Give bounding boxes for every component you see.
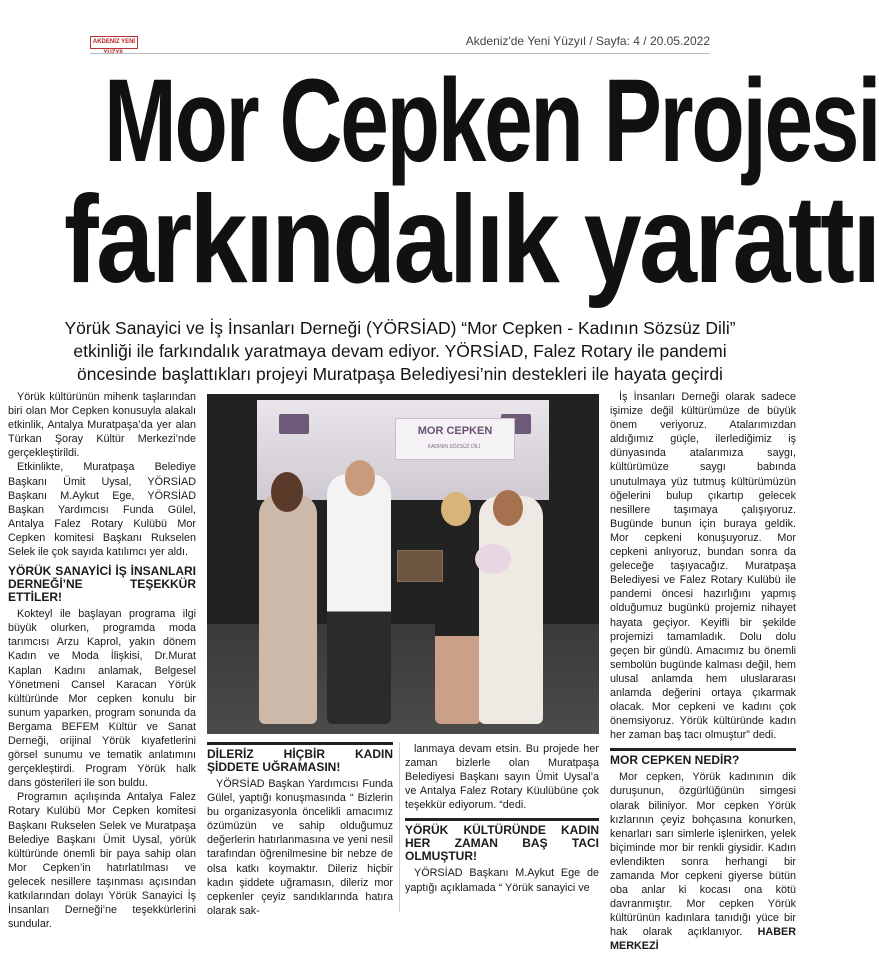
subheading: DİLERİZ HİÇBİR KADIN ŞİDDETE UĞRAMASIN!	[207, 742, 393, 774]
person-head	[345, 460, 375, 496]
article-column-2	[207, 742, 393, 918]
screen-title: MOR CEPKEN	[395, 418, 515, 460]
paragraph: Yörük kültürünün mihenk taşlarından biri olan Mor Cepken konusuyla alakalı etkinlik, Antalya Muratpaşa’da yer alan Türkan Şoray Kültür Merkezi’nde gerçekleştirildi.	[8, 391, 196, 460]
subheading: YÖRÜK SANAYİCİ İŞ İNSANLARI DERNEĞİ’NE TEŞEKKÜR ETTİLER!	[8, 564, 196, 605]
paragraph: lanmaya devam etsin. Bu projede her zaman bizlerle olan Muratpaşa Belediyesi Başkanı sayın Ümit Uysal’a ve Antalya Falez Rotary Küulübüne çok teşekkür ediyorum. “dedi.	[405, 743, 599, 812]
flower-bouquet	[475, 544, 511, 574]
header-divider	[90, 53, 710, 54]
deck-line-3: öncesinde başlattıkları projeyi Muratpaşa Belediyesi’nin destekleri ile hayata geçirdi	[77, 364, 723, 384]
column-divider	[399, 742, 400, 912]
headline-line-2: farkındalık yarattı	[64, 171, 879, 309]
paragraph: Programın açılışında Antalya Falez Rotary Kulübü Mor Cepken komitesi Başkanı Rukselen Selek ve Muratpaşa Belediye Başkanı Ümit Uysal, yörük kültüründe önemli bir paya sahip olan Mor Cepken’in hatırlatılması ve gelecek nesillere taşınması açısından katkılarından dolayı Yörük Sanayici İş İnsanları Derneği’ne teşekkürlerini sundular.	[8, 791, 196, 931]
deck-line-1: Yörük Sanayici ve İş İnsanları Derneği (YÖRSİAD) “Mor Cepken - Kadının Sözsüz Dili”	[64, 318, 736, 338]
paragraph: YÖRSİAD Başkan Yardımcısı Funda Gülel, yaptığı konuşmasında “ Bizlerin bu organizasyonla öncelikli amacımız özümüzün ve sahip olduğumuz değerlerin hatırlanmasına ve yeni nesil tarafından öğrenilmesine bir nebze de olsa katkı koymaktır. Dileriz hiçbir kadın şiddete uğramasın, dileriz mor cepkenler çeyiz sandıklarında hatıra olarak sak-	[207, 778, 393, 917]
article-column-1	[8, 390, 196, 931]
ornament-icon	[279, 414, 309, 434]
publication-info: Akdeniz'de Yeni Yüzyıl / Sayfa: 4 / 20.05.2022	[465, 34, 710, 48]
newspaper-logo: AKDENİZ YENİ YÜZYIL	[90, 36, 138, 49]
headline-line-1: Mor Cepken Projesi	[104, 55, 879, 187]
person-head	[441, 492, 471, 526]
deck-line-2: etkinliği ile farkındalık yaratmaya devam ediyor. YÖRSİAD, Falez Rotary ile pandemi	[73, 341, 727, 361]
person-head	[493, 490, 523, 526]
person-figure	[479, 496, 543, 724]
screen-subtitle: KADININ SÖZSÜZ DİLİ	[427, 444, 481, 450]
paragraph: YÖRSİAD Başkanı M.Aykut Ege de yaptığı açıklamada “ Yörük sanayici ve	[405, 867, 599, 894]
event-photo	[207, 394, 599, 734]
person-figure	[435, 504, 481, 724]
person-head	[271, 472, 303, 512]
article-column-4	[610, 390, 796, 954]
byline: HABER MERKEZİ	[610, 926, 796, 953]
paragraph: Etkinlikte, Muratpaşa Belediye Başkanı Ümit Uysal, YÖRSİAD Başkanı M.Aykut Ege, YÖRSİAD Başkan Yardımcısı Funda Gülel, Antalya Falez Rotary Kulübü Mor Cepken komitesi Başkanı Rukselen Selek ile çok sayıda katılımcı yer aldı.	[8, 461, 196, 559]
paragraph: Kokteyl ile başlayan programa ilgi büyük olurken, programda moda tarımcısı Arzu Kaprol, yakın dönem Kadın ve Moda İlişkisi, Dr.Murat Kaplan Kadını anlamak, Belgesel Yönetmeni Cansel Karacan Yörük kültüründe Mor cepken konulu bir sunum yaparken, program sonunda da Bergama BEFEM Kültür ve Sanat Derneği, orijinal Yörük kıyafetlerini görsel sunumu ve tematik anlatımını gerçekleştirdi. Program Yörük halk dans gösterileri ile son buldu.	[8, 608, 196, 790]
person-figure	[327, 474, 391, 724]
person-figure	[259, 494, 317, 724]
article-column-3	[405, 742, 599, 895]
page-header	[0, 0, 800, 58]
subheading: MOR CEPKEN NEDİR?	[610, 748, 796, 767]
paragraph-text: Mor cepken, Yörük kadınının dik duruşunun, özgürlüğünün simgesi olarak biliniyor. Mor cepken Yörük kızlarının çeyiz bohçasına konurken, kenarları sarı simlerle işlenirken, yelek biçiminde mor bir renkli giysidir. Kadın evlendikten sonra herhangi bir zamanda Mor cepkeni giyerse bütün oba anlar ki kocası ona kötü davranmıştır. Mor cepken Yörük kültürünün kadınlara tanıdığı yüce bir hak olarak açıklanıyor.	[610, 771, 796, 939]
gift-plaque	[397, 550, 443, 582]
subheading: YÖRÜK KÜLTÜRÜNDE KADIN HER ZAMAN BAŞ TACI OLMUŞTUR!	[405, 818, 599, 863]
paragraph: İş İnsanları Derneği olarak sadece işimize değil kültürümüze de büyük önem veriyoruz. Atalarımızdan aldığımız güçle, ilerlediğimiz iş dünyasında atalarımıza saygı, kültürümüze saygı babında unutulmaya yüz tutmuş kültürümüzün öğelerini bulup çıkartıp gelecek nesillere taşımaya çalışıyoruz. Bugünde bunun için buraya geldik. Mor cepkeni konuşuyoruz. Mor cepkeni anlıyoruz, bundan sonra da geleceğe taşıyacağız. Muratpaşa Belediyesi ve Falez Rotary Kulübü ile pandemi öncesi hazırlığını yapmış olduğumuz bugünkü projemiz nihayet hayata geçiyor. Keyifli bir şekilde projemizi tamamladık. Dolu dolu geçen bir gündü. Amacımız bu önemli sembolün bugünde kalması değil, hem ulusal anlamda hem uluslararası anlamda değerini ortaya çıkarmak olacak. Mor cepkeni ve kadını çok önemsiyoruz. Yörük kültüründe kadın her zaman baş tacı olmuştur” dedi.	[610, 391, 796, 742]
paragraph	[610, 770, 796, 953]
